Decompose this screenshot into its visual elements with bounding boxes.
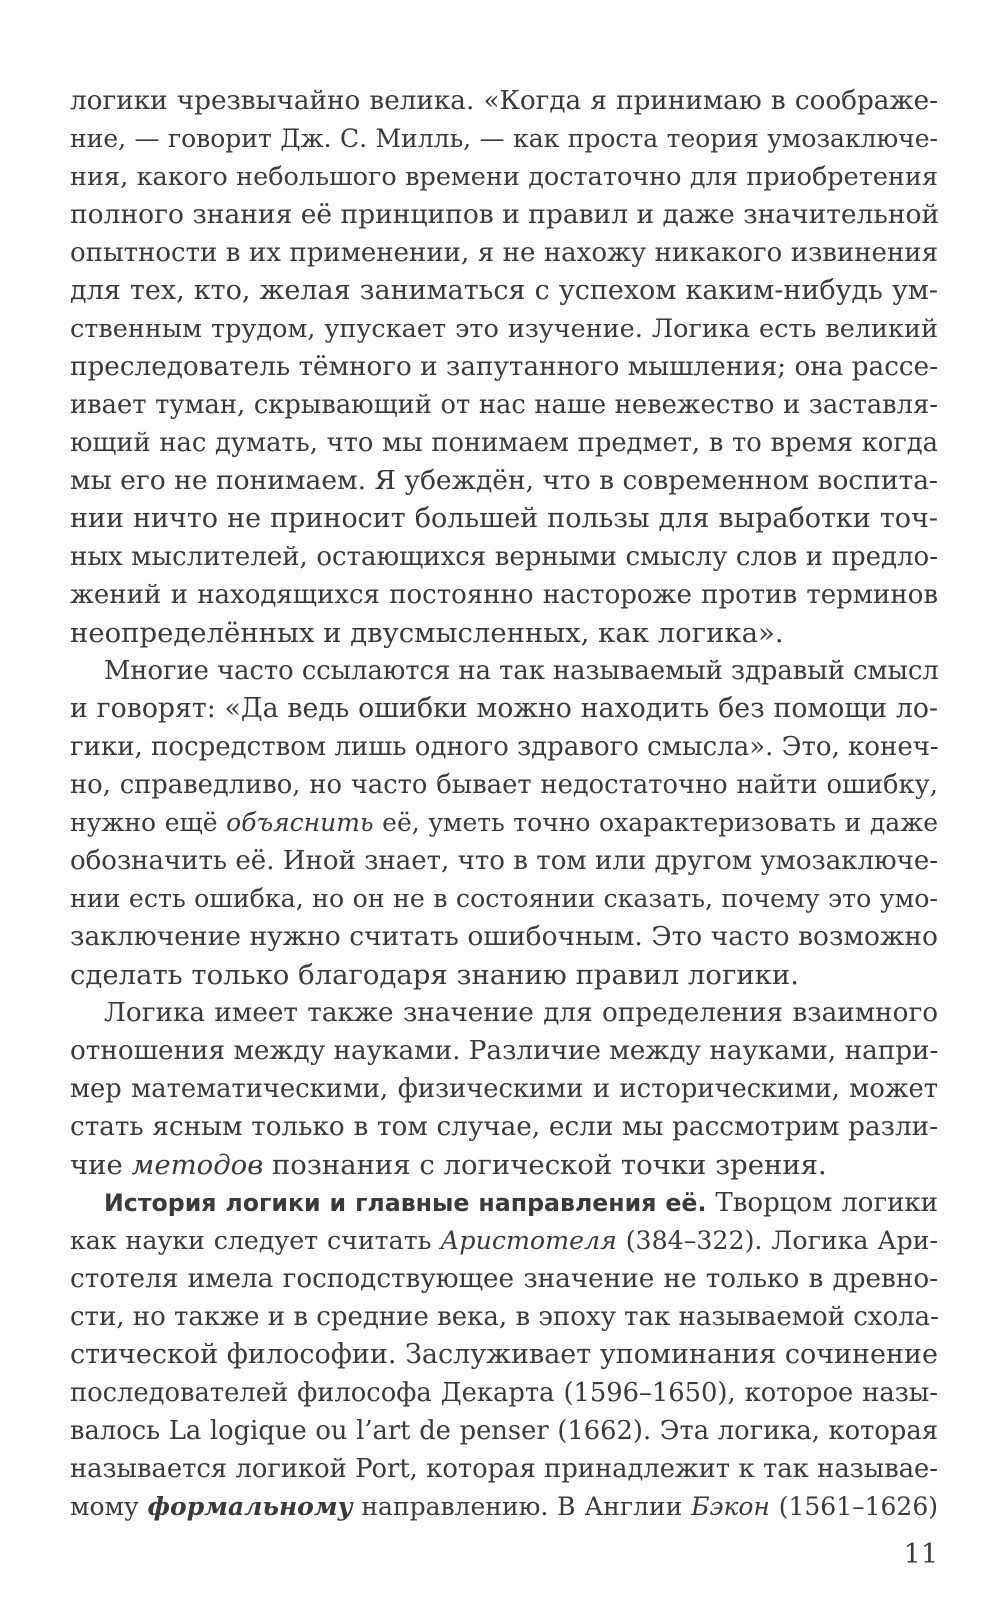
text-line: ние, — говорит Дж. С. Милль, — как проста теория умозаключе- [70, 124, 938, 153]
italic-emphasis: методов [131, 1149, 264, 1181]
text-line: но, справедливо, но часто бывает недостаточно найти ошибку, [70, 770, 938, 800]
text-line: последователей философа Декарта (1596–1650), которое назы- [70, 1378, 938, 1408]
text-line: нии есть ошибка, но он не в состоянии сказать, почему это умо- [70, 884, 938, 913]
text-line: отношения между науками. Различие между науками, напри- [70, 1036, 939, 1066]
text-line: для тех, кто, желая заниматься с успехом каким-нибудь ум- [70, 275, 938, 306]
text-line: стать ясным только в том случае, если мы рассмотрим разли- [70, 1112, 938, 1142]
text-line: стической философии. Заслуживает упоминания сочинение [70, 1339, 938, 1370]
text-line: мер математическими, физическими и историческими, может [70, 1074, 938, 1104]
section-heading: История логики и главные направления её. [104, 1189, 707, 1217]
italic-emphasis: объяснить [226, 808, 374, 837]
text-line: неопределённых и двусмысленных, как логика». [70, 617, 784, 649]
text-line: заключение нужно считать ошибочным. Это часто возможно [70, 921, 938, 952]
text-run: как науки следует считать [70, 1226, 441, 1255]
text-run: (384–322). Логика Ари- [616, 1226, 938, 1255]
text-line: преследователь тёмного и запутанного мышления; она рассе- [70, 352, 939, 382]
text-line: опытности в их применении, я не нахожу никакого извинения [70, 238, 938, 268]
text-line: нии ничто не приносит большей пользы для выработки точ- [70, 503, 938, 534]
text-run: мому [70, 1492, 148, 1521]
text-line: ющий нас думать, что мы понимаем предмет, в то время когда [70, 428, 938, 458]
italic-emphasis: Аристотеля [440, 1226, 617, 1255]
text-line: Многие часто ссылаются на так называемый здравый смысл [104, 656, 939, 686]
text-line: сти, но также и в средние века, в эпоху так называемой схола- [70, 1302, 939, 1332]
text-run: её, уметь точно охарактеризовать и даже [373, 808, 938, 837]
bold-italic-emphasis: формальному [147, 1492, 353, 1521]
text-run: познания с логической точки зрения. [263, 1149, 827, 1181]
text-line: логики чрезвычайно велика. «Когда я принимаю в соображе- [70, 86, 938, 116]
page-number: 11 [903, 1539, 938, 1570]
text-line [70, 1222, 938, 1260]
text-line: обозначить её. Иной знает, что в том или другом умозаключе- [70, 846, 938, 876]
text-line [70, 804, 938, 842]
text-line [70, 1146, 938, 1184]
text-run: (1561–1626) [769, 1492, 938, 1521]
text-line: мы его не понимаем. Я убеждён, что в современном воспита- [70, 465, 938, 496]
text-run: направлению. В Англии [352, 1492, 692, 1521]
text-run: нужно ещё [70, 808, 227, 837]
text-line: жений и находящихся постоянно настороже против терминов [70, 580, 938, 610]
text-line: ственным трудом, упускает это изучение. Логика есть великий [70, 314, 938, 344]
text-run: чие [70, 1149, 132, 1181]
text-line: сделать только благодаря знанию правил логики. [70, 959, 799, 991]
text-line: стотеля имела господствующее значение не только в древно- [70, 1264, 938, 1294]
text-line [104, 1184, 938, 1222]
text-line: ния, какого небольшого времени достаточно для приобретения [70, 162, 938, 192]
text-line [70, 1488, 938, 1526]
text-line: Логика имеет также значение для определения взаимного [104, 998, 938, 1028]
text-line: и говорят: «Да ведь ошибки можно находить без помощи ло- [70, 693, 938, 724]
italic-emphasis: Бэкон [691, 1492, 770, 1521]
text-line: называется логикой Port, которая принадлежит к так называе- [70, 1454, 938, 1484]
text-line: гики, посредством лишь одного здравого смысла». Это, конеч- [70, 732, 939, 762]
text-line: ивает туман, скрывающий от нас наше невежество и заставля- [70, 390, 938, 420]
text-run: Творцом логики [706, 1188, 938, 1218]
text-line: валось La logique ou l’art de penser (1662). Эта логика, которая [70, 1416, 938, 1446]
text-line: ных мыслителей, остающихся верными смыслу слов и предло- [70, 542, 938, 572]
text-line: полного знания её принципов и правил и даже значительной [70, 199, 940, 230]
